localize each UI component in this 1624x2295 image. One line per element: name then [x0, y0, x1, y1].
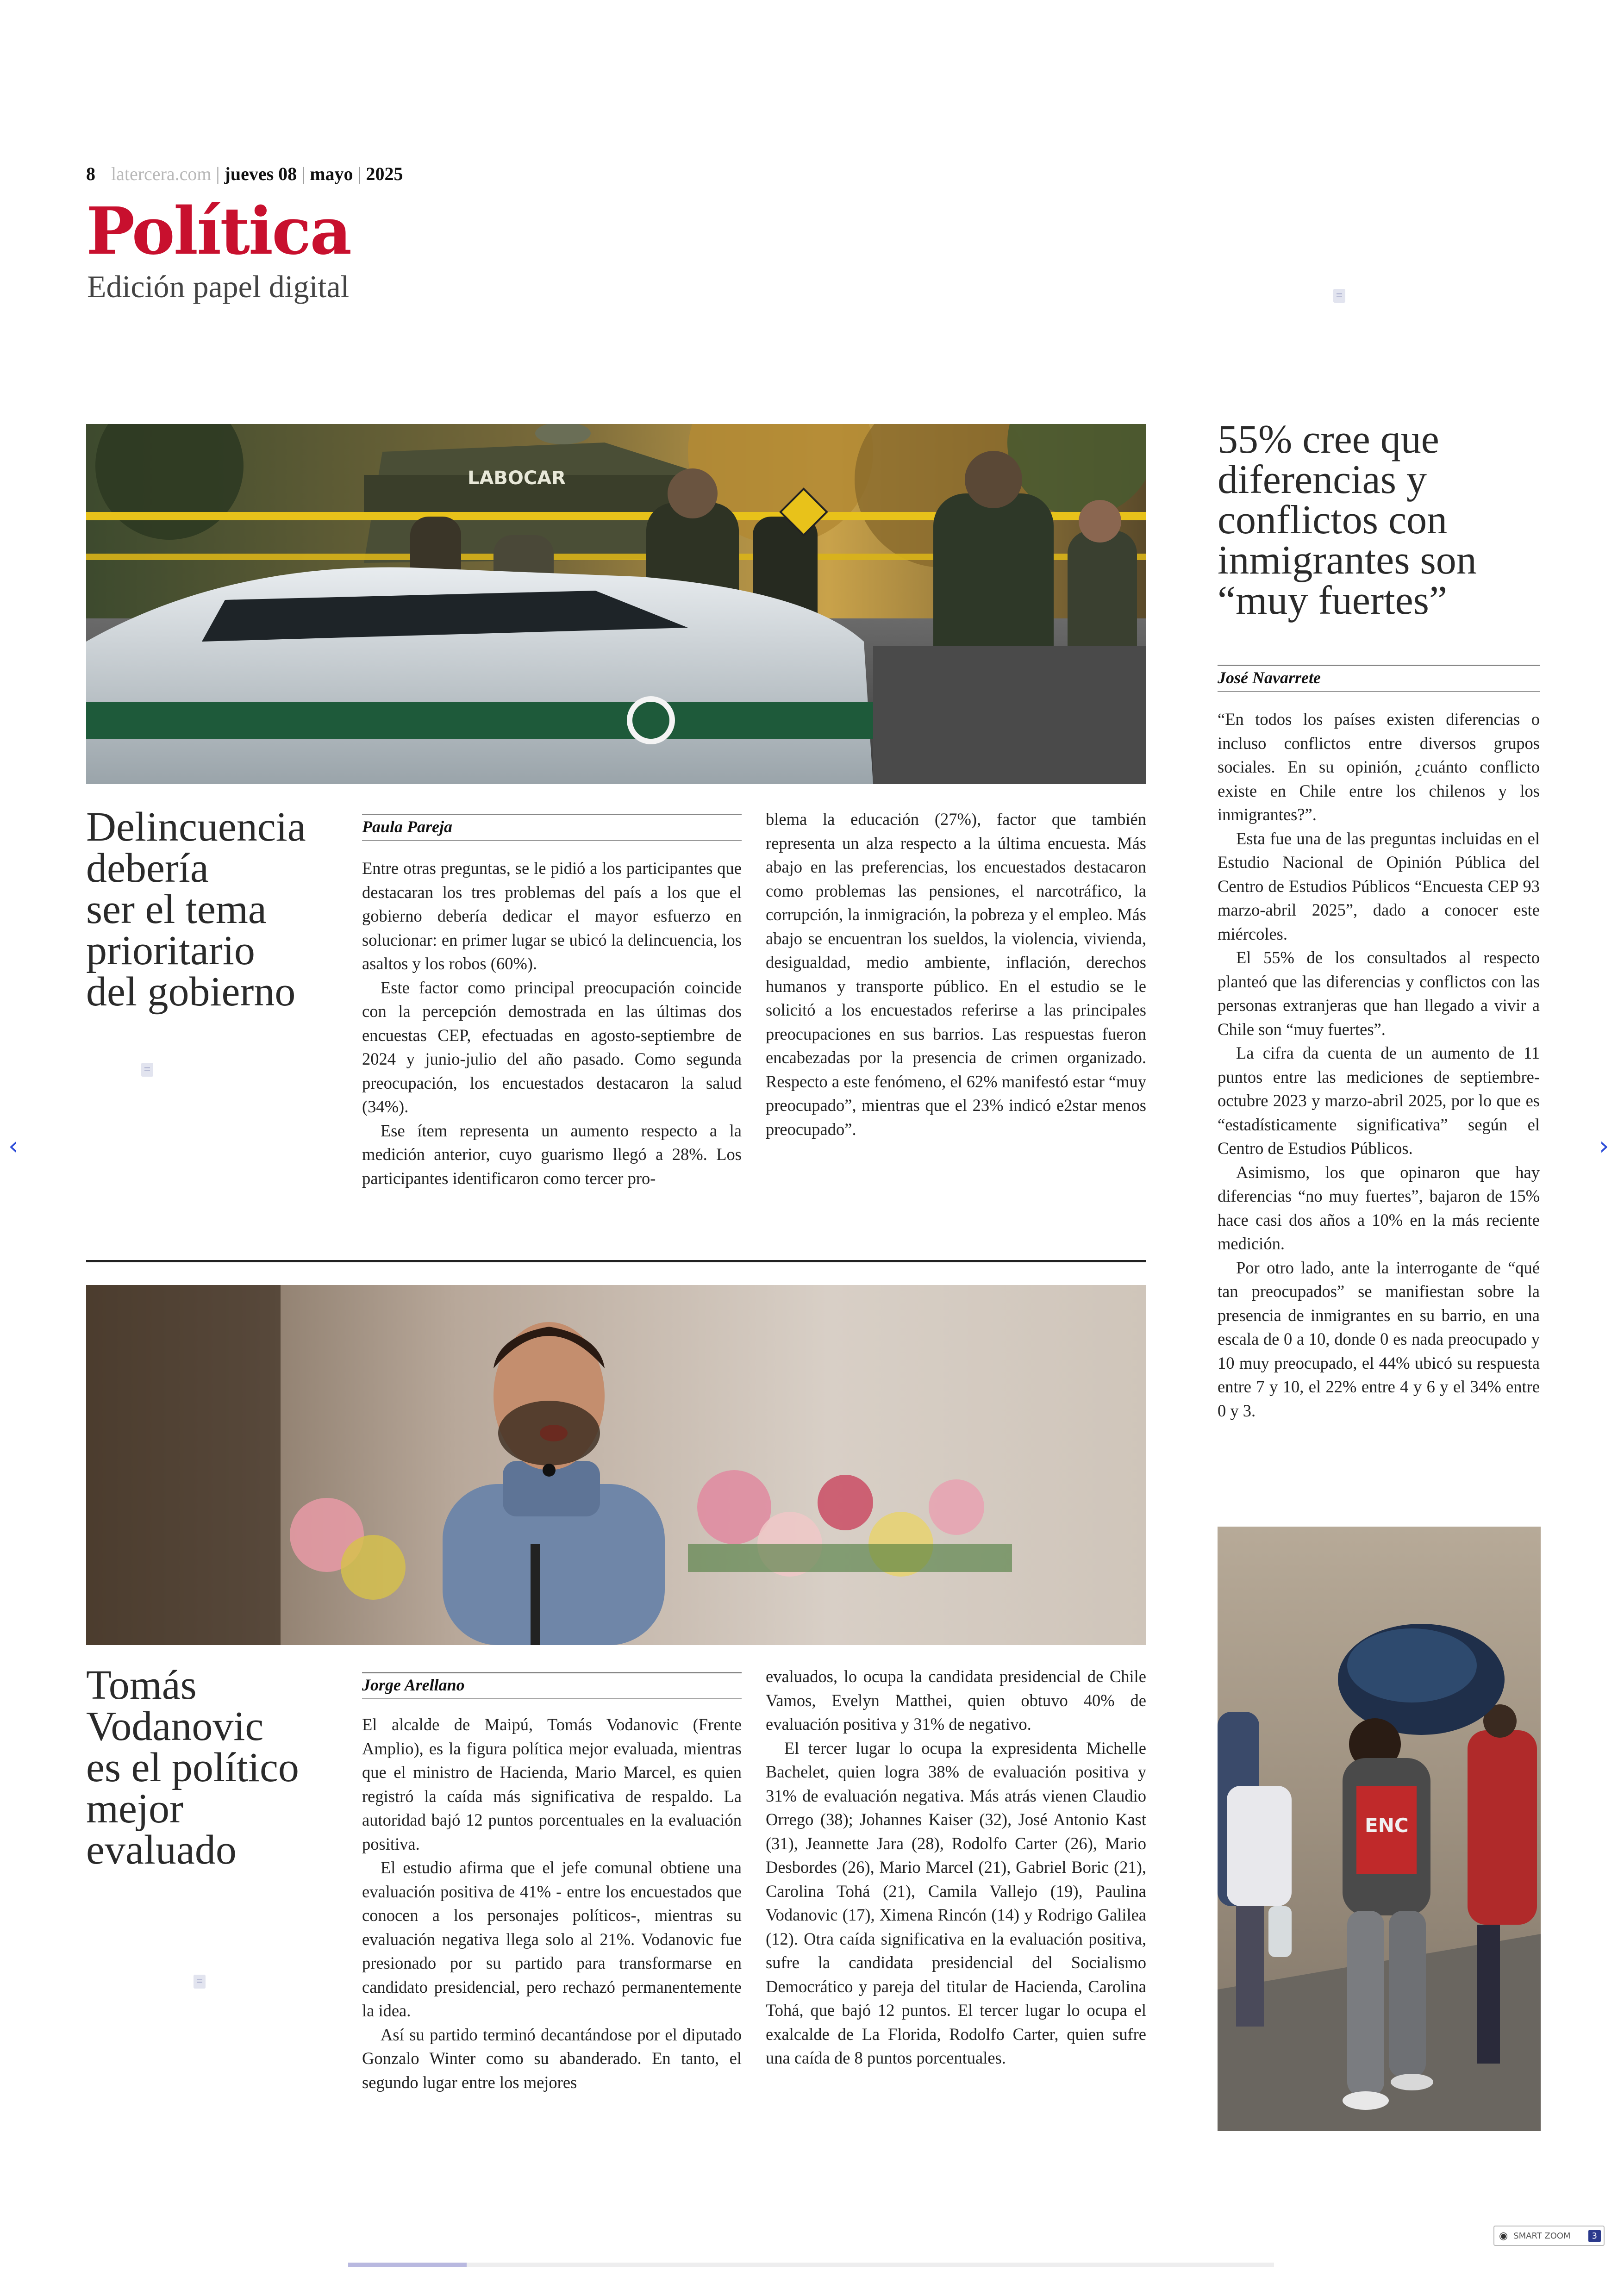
article3-headline: Tomás Vodanovic es el político mejor evaluado [86, 1662, 299, 1873]
smart-zoom-label: SMART ZOOM [1513, 2231, 1571, 2241]
edition-subtitle: Edición papel digital [87, 269, 350, 304]
site-name: latercera.com [111, 163, 212, 184]
note-marker[interactable] [141, 1063, 153, 1077]
tent-label: LABOCAR [467, 468, 566, 489]
article3-column-1: El alcalde de Maipú, Tomás Vodanovic (Frente Amplio), es la figura política mejor evaluada, mientras que el ministro de Hacienda, Mario Marcel, es quien registró la caída más significativa de respaldo. La autoridad bajó 12 puntos porcentuales en la evaluación positiva. El estudio afirma que el jefe comunal obtiene una evaluación positiva de 41% - entre los encuestados que conocen a los personajes políticos-, mientras su evaluación negativa llega solo al 21%. Vodanovic fue presionado por su partido para transformarse en candidato presidencial, pero rechazó permanentemente la idea. Así su partido terminó decantándose por el diputado Gonzalo Winter como su abanderado. En tanto, el segundo lugar entre los mejores [362, 1715, 742, 2092]
section-title: Política [86, 193, 351, 269]
smart-zoom-count: 3 [1588, 2230, 1601, 2242]
article2-byline: José Navarrete [1218, 665, 1540, 692]
vodanovic-photo [86, 1285, 1146, 1645]
article3-byline: Jorge Arellano [362, 1672, 742, 1699]
note-marker[interactable] [194, 1975, 206, 1989]
section-divider [86, 1260, 1146, 1262]
prev-page-icon[interactable]: ‹ [8, 1131, 19, 1160]
article3-column-2: evaluados, lo ocupa la candidata presidencial de Chile Vamos, Evelyn Matthei, quien obtuvo 40% de evaluación positiva y 31% de negativo. El tercer lugar lo ocupa la expresidenta Michelle Bachelet, quien logra 38% de evaluación positiva y 31% de evaluación negativa. Más atrás vienen Claudio Orrego (38); Johannes Kaiser (32), José Antonio Kast (31), Jeannette Jara (28), Rodolfo Carter (26), Mario Desbordes (26), Mario Marcel (21), Gabriel Boric (21), Carolina Tohá (21), Camila Vallejo (19), Paulina Vodanovic (17), Ximena Rincón (14) y Rodrigo Galilea (12). Otra caída significativa en la evaluación positiva, sufre la candidata presidencial del Socialismo Democrático y pareja del titular de Hacienda, Carolina Tohá, que bajó 12 puntos. El tercer lugar lo ocupa el exalcalde de La Florida, Rodolfo Carter, quien sufre una caída de 8 puntos porcentuales. [766, 1667, 1146, 2067]
migrant-photo [1218, 1527, 1541, 2131]
jacket-text: ENC [1365, 1814, 1409, 1837]
article2-body: “En todos los países existen diferencias o incluso conflictos entre diversos grupos sociales. En su opinión, ¿cuánto conflicto existe en Chile entre los chilenos y los inmigrantes?”. Esta fue una de las preguntas incluidas en el Estudio Nacional de Opinión Pública del Centro de Estudios Públicos “Encuesta CEP 93 marzo-abril 2025”, dado a conocer este miércoles. El 55% de los consultados al respecto planteó que las diferencias y conflictos con las personas extranjeras que han llegado a vivir a Chile son “muy fuertes”. La cifra da cuenta de un aumento de 11 puntos entre las mediciones de septiembre-octubre 2023 y marzo-abril 2025, por lo que es “estadísticamente significativa” según el Centro de Estudios Públicos. Asimismo, los que opinaron que hay diferencias “no muy fuertes”, bajaron de 15% hace casi dos años a 10% en la más reciente medición. Por otro lado, ante la interrogante de “qué tan preocupados” se manifiestan sobre la presencia de inmigrantes en su barrio, en una escala de 0 a 10, donde 0 es nada preocupado y 10 muy preocupado, el 44% ubicó su respuesta entre 7 y 10, el 22% entre 4 y 6 y el 34% entre 0 y 3. [1218, 710, 1540, 1420]
page-number: 8 [86, 163, 95, 184]
date-year: 2025 [366, 163, 403, 184]
article1-headline: Delincuencia debería ser el tema prioritario del gobierno [86, 804, 306, 1015]
article1-byline: Paula Pareja [362, 814, 742, 841]
article1-column-2: blema la educación (27%), factor que también representa un alza respecto a la última encuesta. Más abajo en las preferencias, los encuestados destacaron como problemas las pensiones, el narcotráfico, la corrupción, la inmigración, la pobreza y el empleo. Más abajo se encuentran los sueldos, la violencia, vivienda, desigualdad, medio ambiente, inflación, derechos humanos y transporte público. En el estudio se le solicitó a los encuestados referirse a las principales preocupaciones en sus barrios. Las respuestas fueron encabezadas por la presencia de crimen organizado. Respecto a este fenómeno, el 62% manifestó estar “muy preocupado”, mientras que el 23% indicó e2star menos preocupado”. [766, 810, 1146, 1139]
page-scroll-bar[interactable] [348, 2263, 1274, 2267]
date-day: jueves 08 [224, 163, 297, 184]
eye-icon: ◉ [1499, 2230, 1508, 2242]
folio: 8 latercera.com | jueves 08 | mayo | 2025 [86, 163, 403, 184]
crime-scene-photo [86, 424, 1146, 784]
article1-column-1: Entre otras preguntas, se le pidió a los participantes que destacaran los tres problemas del país a los que el gobierno debería dedicar el mayor esfuerzo en solucionar: en primer lugar se ubicó la delincuencia, los asaltos y los robos (60%). Este factor como principal preocupación coincide con la percepción demostrada en las últimas dos encuestas CEP, efectuadas en agosto-septiembre de 2024 y junio-julio del año pasado. Como segunda preocupación, los encuestados destacaron la salud (34%). Ese ítem representa un aumento respecto a la medición anterior, cuyo guarismo llegó a 28%. Los participantes identificaron como tercer pro- [362, 859, 742, 1188]
date-month: mayo [310, 163, 353, 184]
article2-headline: 55% cree que diferencias y conflictos con inmigrantes son “muy fuertes” [1218, 417, 1477, 624]
note-marker[interactable] [1333, 289, 1345, 303]
smart-zoom-button[interactable] [1493, 2226, 1605, 2246]
next-page-icon[interactable]: › [1599, 1131, 1609, 1160]
page-scroll-thumb[interactable] [348, 2263, 467, 2267]
